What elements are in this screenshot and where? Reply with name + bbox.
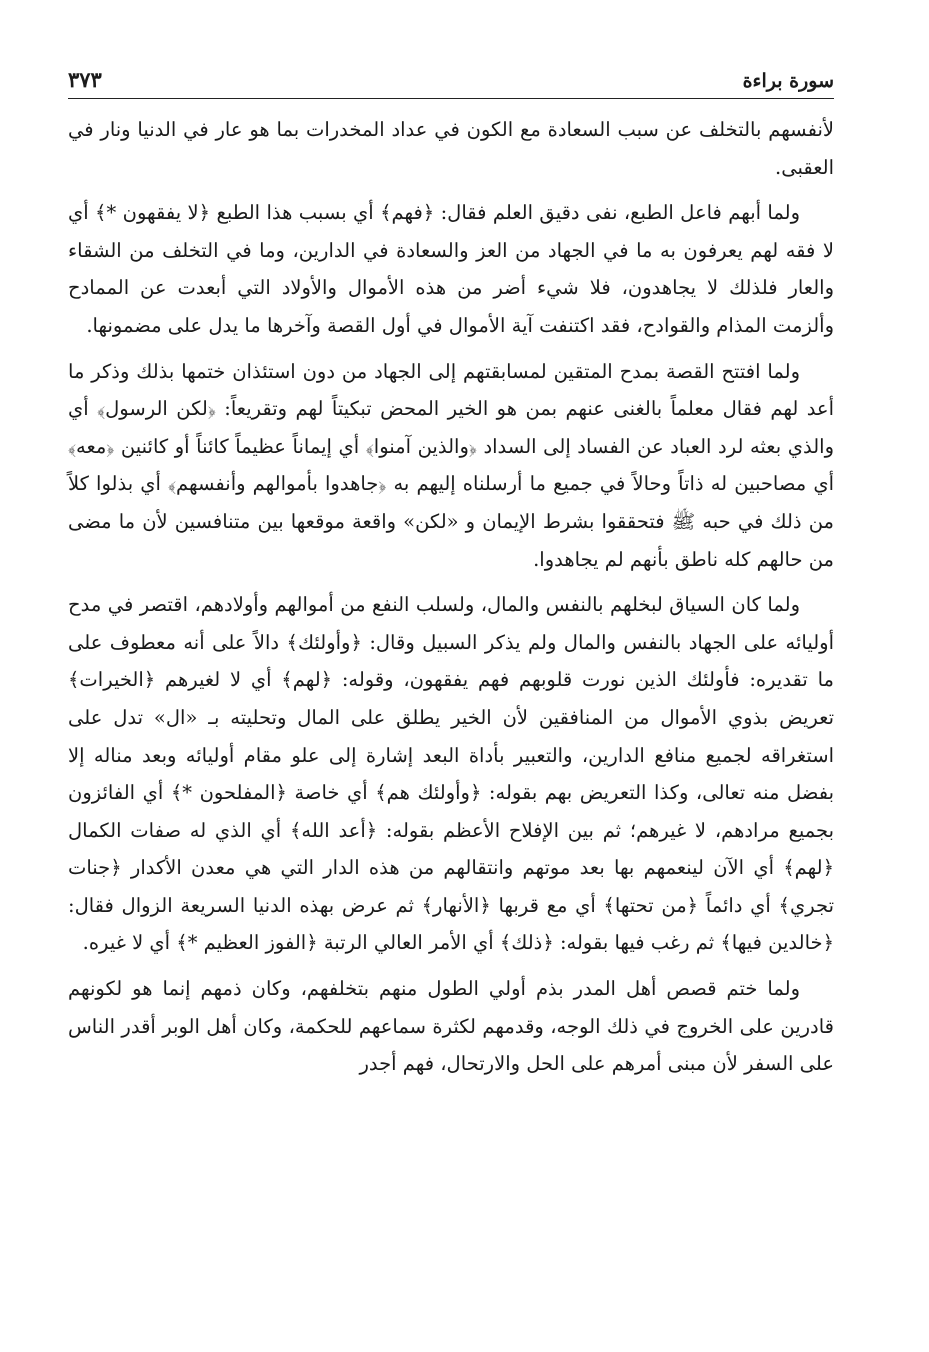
- paragraph-2: ولما أبهم فاعل الطبع، نفى دقيق العلم فقال: ﴿فهم﴾ أي بسبب هذا الطبع ﴿لا يفقهون *﴾ أي لا فقه لهم يعرفون به ما في الجهاد من العز والسعادة في الدارين، وما في التخلف من الشقاء والعار فلذلك لا يجاهدون، فلا شيء أضر من هذه الأموال والأولاد التي أبعدت عن الممادح وألزمت المذام والقوادح، فقد اكتنفت آية الأموال في أول القصة وآخرها ما يدل على مضمونها.: [68, 201, 834, 337]
- page-number: ٣٧٣: [68, 67, 102, 92]
- paragraph-4: ولما كان السياق لبخلهم بالنفس والمال، ولسلب النفع من أموالهم وأولادهم، اقتصر في مدح أوليائه على الجهاد بالنفس والمال ولم يذكر السبيل وقال: ﴿وأولئك﴾ دالاً على أنه معطوف على ما تقديره: فأولئك الذين نورت قلوبهم فهم يفقهون، وقوله: ﴿لهم﴾ أي لا لغيرهم ﴿الخيرات﴾ تعريض بذوي الأموال من المنافقين لأن الخير يطلق على المال وتحليته بـ «ال» تدل على استغراقه لجميع منافع الدارين، والتعبير بأداة البعد إشارة إلى علو مقام أوليائه وبعد مناله إلا بفضل منه تعالى، وكذا التعريض بهم بقوله: ﴿وأولئك هم﴾ أي خاصة ﴿المفلحون *﴾ أي الفائزون بجميع مرادهم، لا غيرهم؛ ثم بين الإفلاح الأعظم بقوله: ﴿أعد الله﴾ أي الذي له صفات الكمال ﴿لهم﴾ أي الآن لينعمهم بها بعد موتهم وانتقالهم من هذه الدار التي هي معدن الأكدار ﴿جنات تجري﴾ أي دائماً ﴿من تحتها﴾ أي مع قربها ﴿الأنهار﴾ ثم عرض بهذه الدنيا السريعة الزوال فقال: ﴿خالدين فيها﴾ ثم رغب فيها بقوله: ﴿ذلك﴾ أي الأمر العالي الرتبة ﴿الفوز العظيم *﴾ أي لا غيره.: [68, 593, 834, 955]
- running-header: [68, 52, 834, 99]
- body-text: [68, 111, 834, 1083]
- surah-title: سورة براءة: [742, 70, 834, 92]
- paragraph-5: ولما ختم قصص أهل المدر بذم أولي الطول منهم بتخلفهم، وكان ذمهم إنما هو لكونهم قادرين على الخروج في ذلك الوجه، وقدمهم لكثرة سماعهم للحكمة، وكان أهل الوبر أقدر الناس على السفر لأن مبنى أمرهم على الحل والارتحال، فهم أجدر: [68, 977, 834, 1076]
- paragraph-1: لأنفسهم بالتخلف عن سبب السعادة مع الكون في عداد المخدرات بما هو عار في الدنيا ونار في العقبى.: [68, 118, 834, 179]
- paragraph-3: ولما افتتح القصة بمدح المتقين لمسابقتهم إلى الجهاد من دون استئذان ختمها بذلك وذكر ما أعد لهم فقال معلماً بالغنى عنهم بمن هو الخير المحض تبكيتاً لهم وتقريعاً: ﴿لكن الرسول﴾ أي والذي بعثه لرد العباد عن الفساد إلى السداد ﴿والذين آمنوا﴾ أي إيماناً عظيماً كائناً أو كائنين ﴿معه﴾ أي مصاحبين له ذاتاً وحالاً في جميع ما أرسلناه إليهم به ﴿جاهدوا بأموالهم وأنفسهم﴾ أي بذلوا كلاً من ذلك في حبه ﷺ فتحققوا بشرط الإيمان و «لكن» واقعة موقعها بين متنافسين لأن ما مضى من حالهم كله ناطق بأنهم لم يجاهدوا.: [68, 359, 834, 571]
- document-page: [68, 52, 834, 1302]
